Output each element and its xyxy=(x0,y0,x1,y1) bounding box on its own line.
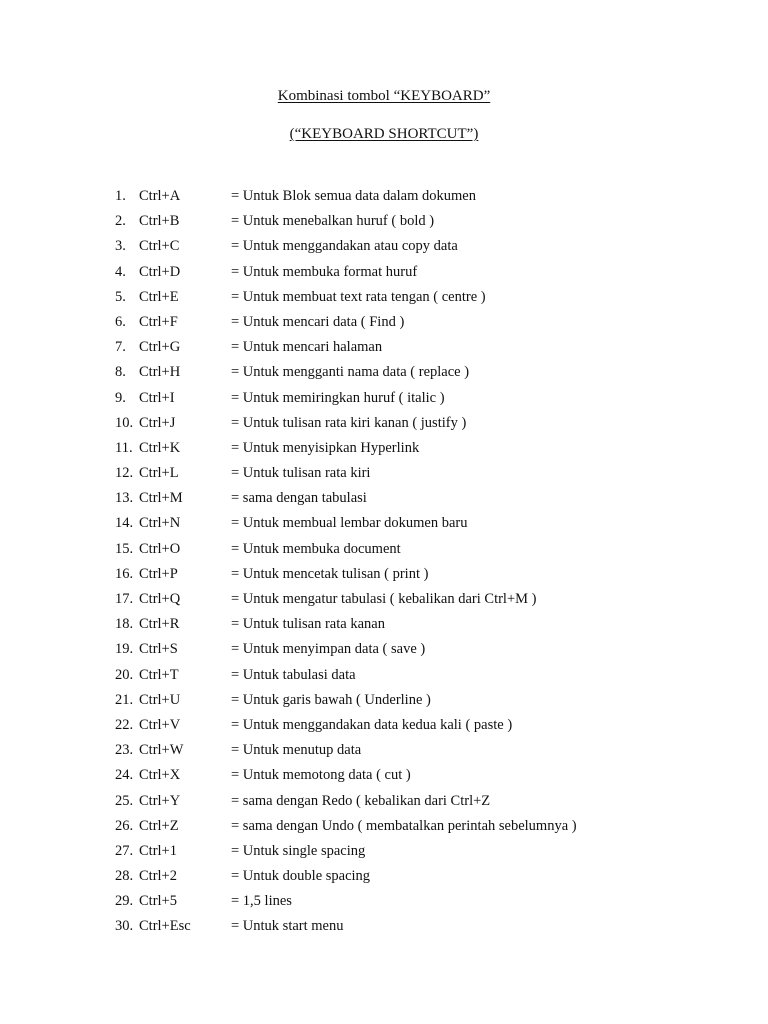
shortcut-row xyxy=(0,739,768,764)
shortcut-number: 13. xyxy=(115,490,134,507)
shortcut-description: = Untuk membuka document xyxy=(231,540,401,557)
shortcut-row xyxy=(0,890,768,915)
shortcut-number: 1. xyxy=(115,188,126,204)
shortcut-number: 9. xyxy=(115,389,126,406)
shortcut-key: Ctrl+X xyxy=(139,767,181,784)
shortcut-row xyxy=(0,915,768,940)
shortcut-number: 4. xyxy=(115,263,126,280)
shortcut-number: 3. xyxy=(115,238,126,255)
shortcut-row xyxy=(0,563,768,588)
shortcut-row xyxy=(0,185,768,210)
shortcut-number: 11. xyxy=(115,439,133,456)
shortcut-number: 27. xyxy=(115,842,134,859)
shortcut-row xyxy=(0,815,768,840)
shortcut-key: Ctrl+H xyxy=(139,364,181,381)
shortcut-description: = 1,5 lines xyxy=(231,893,292,910)
shortcut-number: 12. xyxy=(115,465,134,482)
shortcut-key: Ctrl+I xyxy=(139,389,175,406)
shortcut-description: = Untuk membuat text rata tengan ( centre ) xyxy=(231,288,486,305)
shortcut-row xyxy=(0,361,768,386)
shortcut-key: Ctrl+O xyxy=(139,540,181,557)
shortcut-key: Ctrl+V xyxy=(139,716,181,733)
shortcut-row xyxy=(0,336,768,361)
shortcut-description: = Untuk tulisan rata kiri kanan ( justify ) xyxy=(231,414,467,431)
shortcut-key: Ctrl+A xyxy=(139,188,181,204)
shortcut-list xyxy=(0,185,768,941)
shortcut-description: = Untuk start menu xyxy=(231,918,344,935)
shortcut-key: Ctrl+2 xyxy=(139,868,177,885)
shortcut-description: = Untuk Blok semua data dalam dokumen xyxy=(231,188,476,204)
shortcut-description: = Untuk membuka format huruf xyxy=(231,263,418,280)
shortcut-row xyxy=(0,764,768,789)
shortcut-key: Ctrl+M xyxy=(139,490,183,507)
shortcut-number: 30. xyxy=(115,918,134,935)
shortcut-row xyxy=(0,311,768,336)
shortcut-key: Ctrl+G xyxy=(139,339,181,356)
shortcut-key: Ctrl+L xyxy=(139,465,179,482)
shortcut-description: = Untuk memotong data ( cut ) xyxy=(231,767,411,784)
shortcut-row xyxy=(0,613,768,638)
shortcut-row xyxy=(0,588,768,613)
shortcut-number: 18. xyxy=(115,616,134,633)
shortcut-description: = sama dengan Undo ( membatalkan perintah sebelumnya ) xyxy=(231,817,577,834)
shortcut-row xyxy=(0,210,768,235)
shortcut-description: = Untuk memiringkan huruf ( italic ) xyxy=(231,389,445,406)
shortcut-number: 23. xyxy=(115,742,134,759)
shortcut-description: = Untuk mengganti nama data ( replace ) xyxy=(231,364,470,381)
shortcut-key: Ctrl+K xyxy=(139,439,181,456)
shortcut-row xyxy=(0,664,768,689)
shortcut-description: = Untuk mencari data ( Find ) xyxy=(231,313,405,330)
shortcut-description: = Untuk tulisan rata kanan xyxy=(231,616,385,633)
shortcut-row xyxy=(0,412,768,437)
shortcut-number: 21. xyxy=(115,691,134,708)
shortcut-number: 10. xyxy=(115,414,134,431)
shortcut-number: 26. xyxy=(115,817,134,834)
shortcut-description: = Untuk menggandakan data kedua kali ( paste ) xyxy=(231,716,513,733)
shortcut-key: Ctrl+U xyxy=(139,691,181,708)
shortcut-number: 5. xyxy=(115,288,126,305)
shortcut-description: = Untuk menyimpan data ( save ) xyxy=(231,641,426,658)
shortcut-row xyxy=(0,437,768,462)
document-title-text: Kombinasi tombol “KEYBOARD” xyxy=(277,88,491,104)
shortcut-description: = Untuk mengatur tabulasi ( kebalikan dari Ctrl+M ) xyxy=(231,591,537,607)
shortcut-number: 24. xyxy=(115,767,134,784)
shortcut-number: 6. xyxy=(115,313,126,330)
shortcut-description: = Untuk menebalkan huruf ( bold ) xyxy=(231,213,435,230)
shortcut-row xyxy=(0,714,768,739)
shortcut-row xyxy=(0,286,768,311)
shortcut-description: = Untuk single spacing xyxy=(231,842,366,859)
shortcut-description: = Untuk menutup data xyxy=(231,742,362,759)
shortcut-key: Ctrl+D xyxy=(139,263,181,280)
shortcut-key: Ctrl+1 xyxy=(139,842,177,859)
shortcut-description: = Untuk menyisipkan Hyperlink xyxy=(231,439,420,456)
shortcut-description: = Untuk garis bawah ( Underline ) xyxy=(231,691,431,708)
shortcut-row xyxy=(0,790,768,815)
shortcut-description: = Untuk tabulasi data xyxy=(231,666,356,683)
shortcut-row xyxy=(0,462,768,487)
shortcut-description: = sama dengan Redo ( kebalikan dari Ctrl+Z xyxy=(231,792,491,809)
shortcut-description: = Untuk tulisan rata kiri xyxy=(231,465,371,482)
shortcut-number: 16. xyxy=(115,565,134,582)
shortcut-row xyxy=(0,387,768,412)
shortcut-key: Ctrl+Q xyxy=(139,591,181,607)
shortcut-description: = Untuk menggandakan atau copy data xyxy=(231,238,458,255)
shortcut-number: 28. xyxy=(115,868,134,885)
shortcut-key: Ctrl+F xyxy=(139,313,178,330)
shortcut-row xyxy=(0,487,768,512)
shortcut-number: 25. xyxy=(115,792,134,809)
shortcut-description: = Untuk mencetak tulisan ( print ) xyxy=(231,565,429,582)
shortcut-row xyxy=(0,638,768,663)
shortcut-key: Ctrl+P xyxy=(139,565,178,582)
document-title xyxy=(0,88,768,105)
shortcut-row xyxy=(0,512,768,537)
shortcut-key: Ctrl+W xyxy=(139,742,184,759)
shortcut-description: = Untuk mencari halaman xyxy=(231,339,383,356)
shortcut-key: Ctrl+S xyxy=(139,641,178,658)
shortcut-key: Ctrl+N xyxy=(139,515,181,532)
shortcut-key: Ctrl+E xyxy=(139,288,179,305)
shortcut-row xyxy=(0,865,768,890)
shortcut-number: 29. xyxy=(115,893,134,910)
shortcut-row xyxy=(0,235,768,260)
shortcut-key: Ctrl+5 xyxy=(139,893,177,910)
shortcut-key: Ctrl+R xyxy=(139,616,180,633)
shortcut-row xyxy=(0,538,768,563)
shortcut-number: 20. xyxy=(115,666,134,683)
shortcut-row xyxy=(0,261,768,286)
shortcut-number: 14. xyxy=(115,515,134,532)
shortcut-key: Ctrl+Y xyxy=(139,792,181,809)
shortcut-key: Ctrl+T xyxy=(139,666,179,683)
shortcut-number: 19. xyxy=(115,641,134,658)
document-subtitle xyxy=(0,126,768,143)
shortcut-key: Ctrl+Esc xyxy=(139,918,191,935)
shortcut-number: 2. xyxy=(115,213,126,230)
shortcut-key: Ctrl+C xyxy=(139,238,180,255)
shortcut-description: = Untuk double spacing xyxy=(231,868,371,885)
shortcut-key: Ctrl+Z xyxy=(139,817,179,834)
shortcut-key: Ctrl+J xyxy=(139,414,176,431)
shortcut-number: 17. xyxy=(115,591,134,607)
shortcut-row xyxy=(0,840,768,865)
shortcut-number: 22. xyxy=(115,716,134,733)
shortcut-description: = sama dengan tabulasi xyxy=(231,490,367,507)
document-subtitle-text: (“KEYBOARD SHORTCUT”) xyxy=(289,126,479,142)
shortcut-number: 15. xyxy=(115,540,134,557)
shortcut-number: 8. xyxy=(115,364,126,381)
shortcut-key: Ctrl+B xyxy=(139,213,180,230)
shortcut-description: = Untuk membual lembar dokumen baru xyxy=(231,515,468,532)
shortcut-number: 7. xyxy=(115,339,126,356)
shortcut-row xyxy=(0,689,768,714)
